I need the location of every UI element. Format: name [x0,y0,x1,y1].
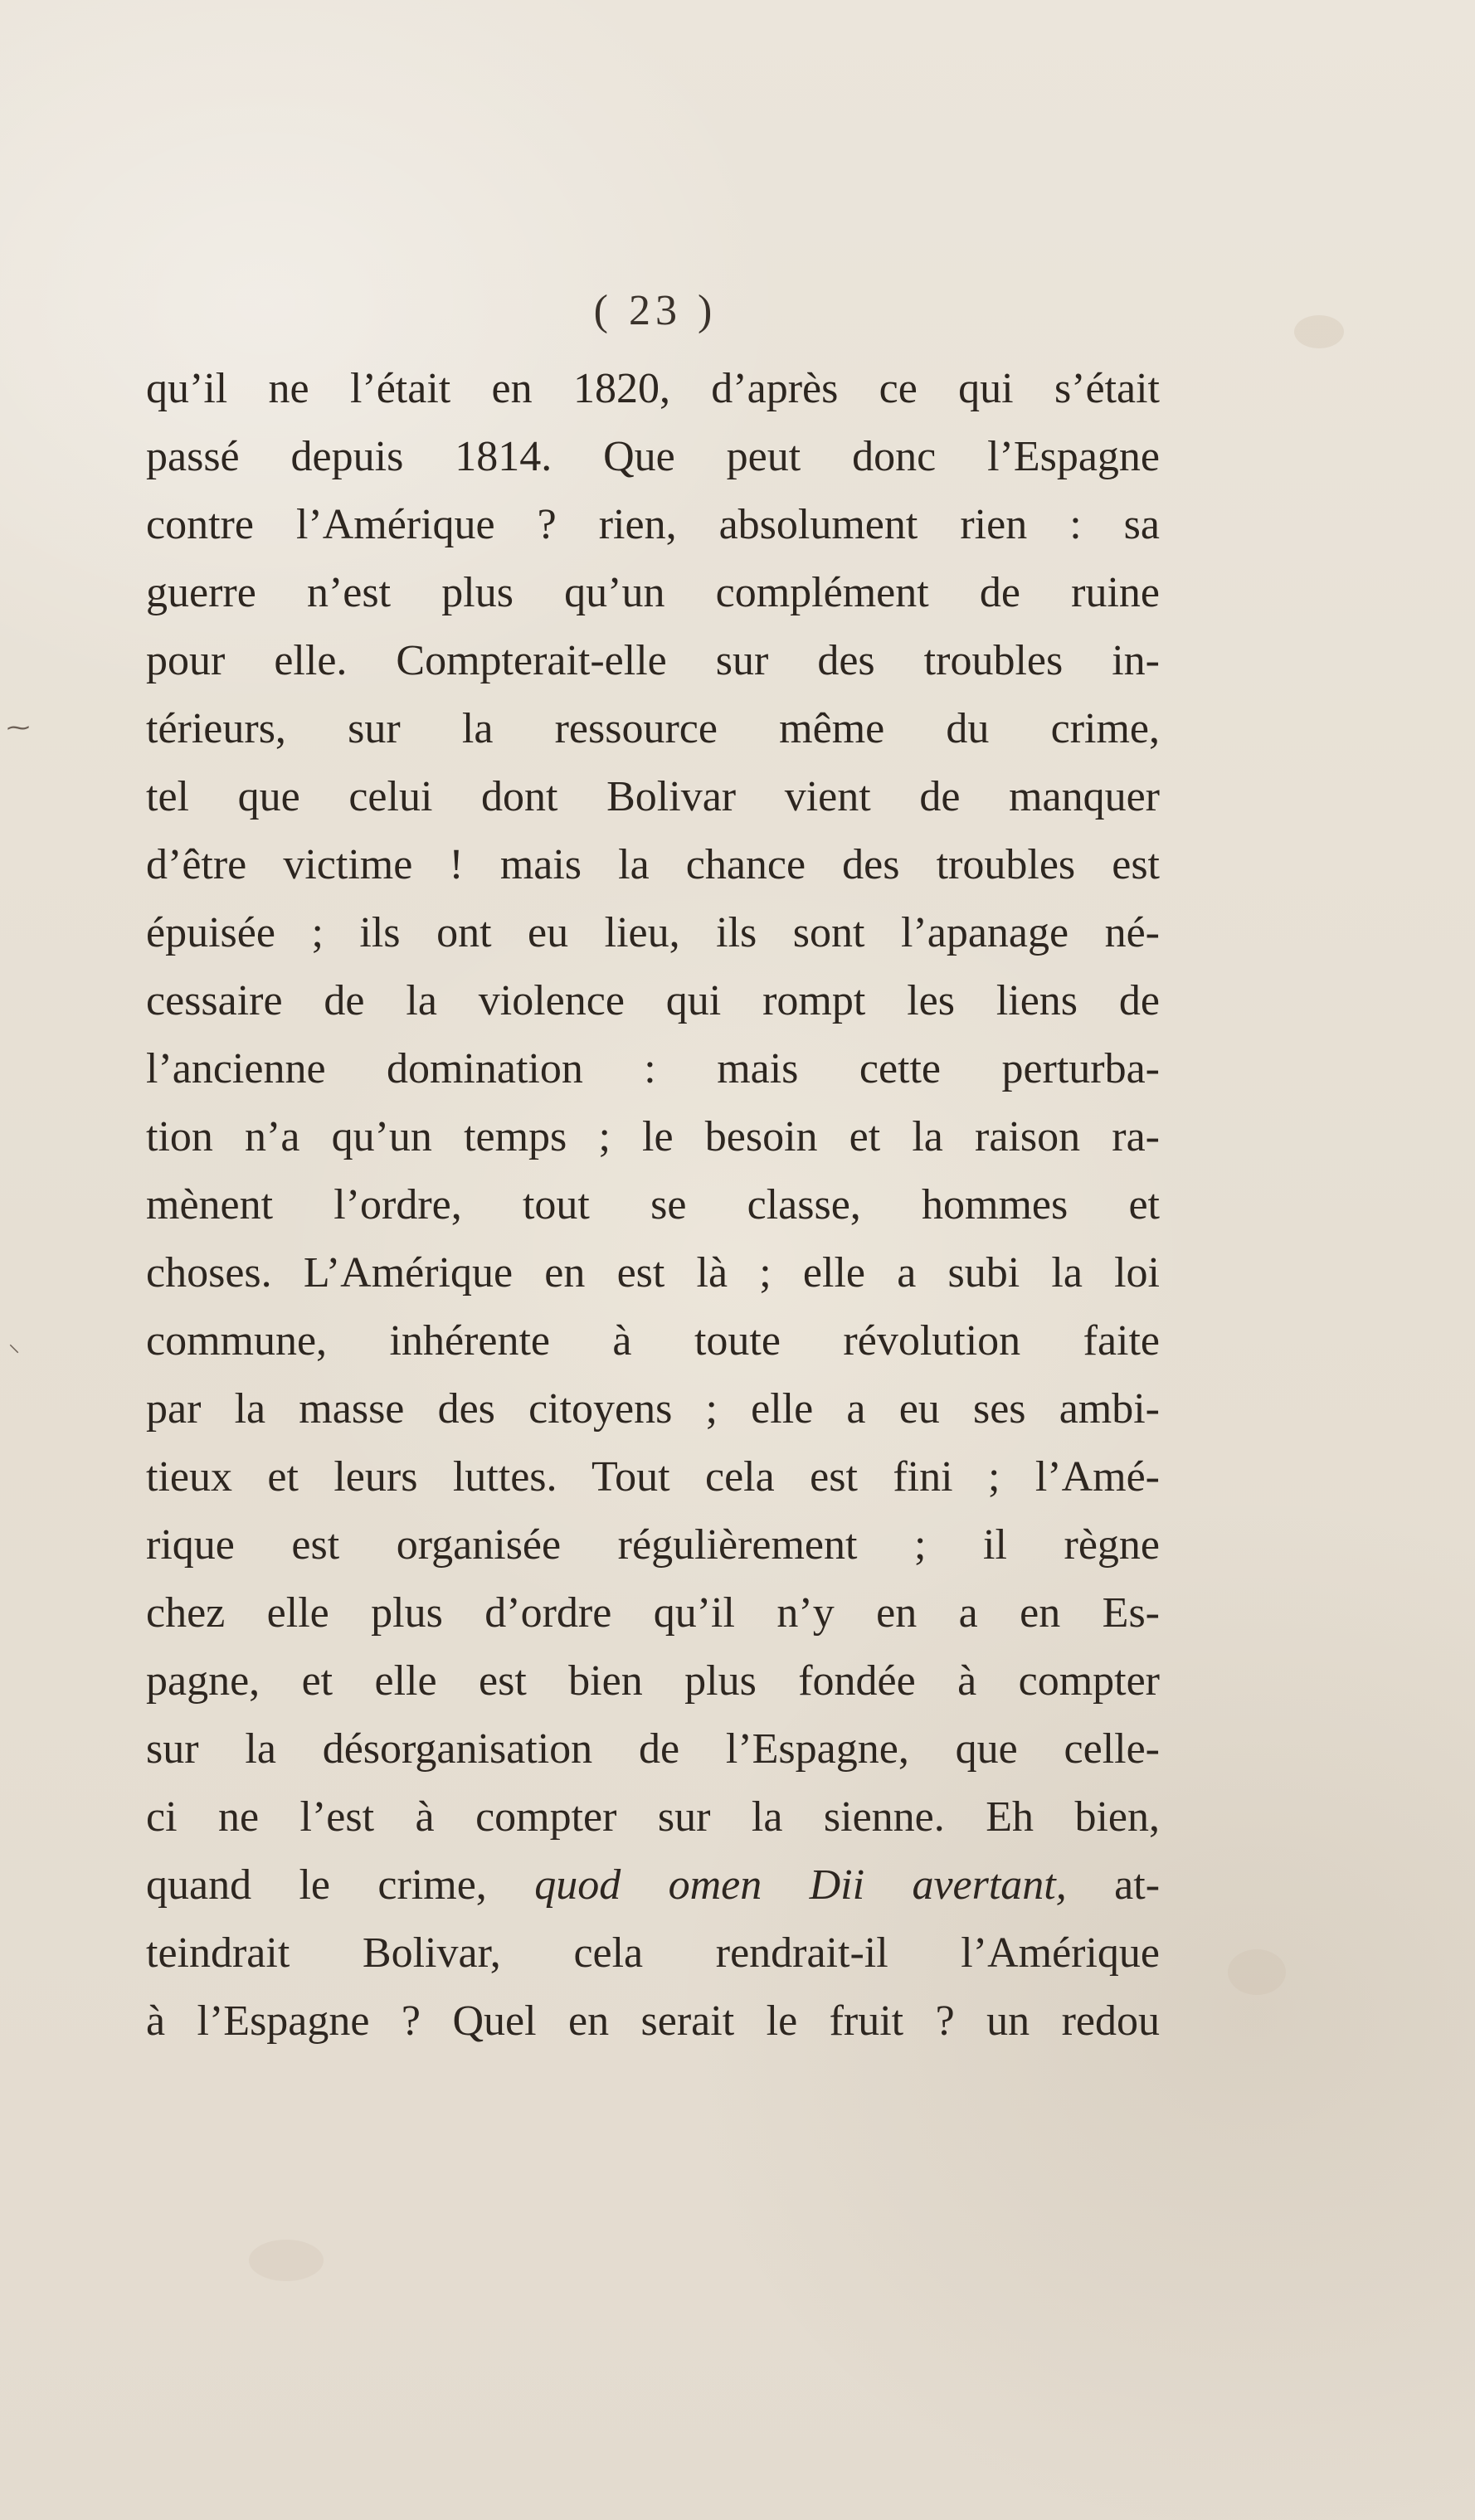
text-line: qu’il ne l’était en 1820, d’après ce qui s’était [146,365,1160,412]
text-line: tion n’a qu’un temps ; le besoin et la raison ra- [146,1113,1160,1160]
text-line: mènent l’ordre, tout se classe, hommes et [146,1181,1160,1228]
latin-phrase: quod omen Dii avertant, [534,1861,1067,1909]
text-line: sur la désorganisation de l’Espagne, que celle- [146,1725,1160,1773]
paper-stain [249,2240,324,2281]
text-line: passé depuis 1814. Que peut donc l’Espagne [146,433,1160,480]
paper-stain [1294,315,1344,348]
paper-stain [1228,1949,1286,1995]
text-line: rique est organisée régulièrement ; il règne [146,1521,1160,1569]
text-line: tel que celui dont Bolivar vient de manquer [146,773,1160,820]
text-line: pagne, et elle est bien plus fondée à compter [146,1657,1160,1705]
text-line: ci ne l’est à compter sur la sienne. Eh bien, [146,1793,1160,1841]
margin-mark-icon: ⸜ [8,1330,21,1357]
text-line: choses. L’Amérique en est là ; elle a subi la loi [146,1249,1160,1296]
margin-mark-icon: ⁓ [7,713,30,741]
text-line: d’être victime ! mais la chance des troubles est [146,841,1160,888]
text-line: épuisée ; ils ont eu lieu, ils sont l’apanage né- [146,909,1160,956]
text-line: pour elle. Compterait-elle sur des troubles in- [146,637,1160,684]
text-line: tieux et leurs luttes. Tout cela est fini ; l’Amé- [146,1453,1160,1501]
text-run: at- [1066,1861,1160,1909]
body-text [146,355,1160,2055]
text-line: contre l’Amérique ? rien, absolument rien : sa [146,501,1160,548]
text-line: térieurs, sur la ressource même du crime, [146,705,1160,752]
text-line: à l’Espagne ? Quel en serait le fruit ? un redou [146,1997,1160,2045]
page-number: ( 23 ) [593,287,718,334]
text-run: quand le crime, [146,1861,535,1909]
text-line: l’ancienne domination : mais cette perturba- [146,1045,1160,1092]
text-line: guerre n’est plus qu’un complément de ruine [146,569,1160,616]
text-line [146,1851,1160,1919]
text-line: commune, inhérente à toute révolution faite [146,1317,1160,1365]
text-line: par la masse des citoyens ; elle a eu ses ambi- [146,1385,1160,1433]
text-line: cessaire de la violence qui rompt les liens de [146,977,1160,1024]
text-line: chez elle plus d’ordre qu’il n’y en a en Es- [146,1589,1160,1637]
text-line: teindrait Bolivar, cela rendrait-il l’Amérique [146,1929,1160,1977]
